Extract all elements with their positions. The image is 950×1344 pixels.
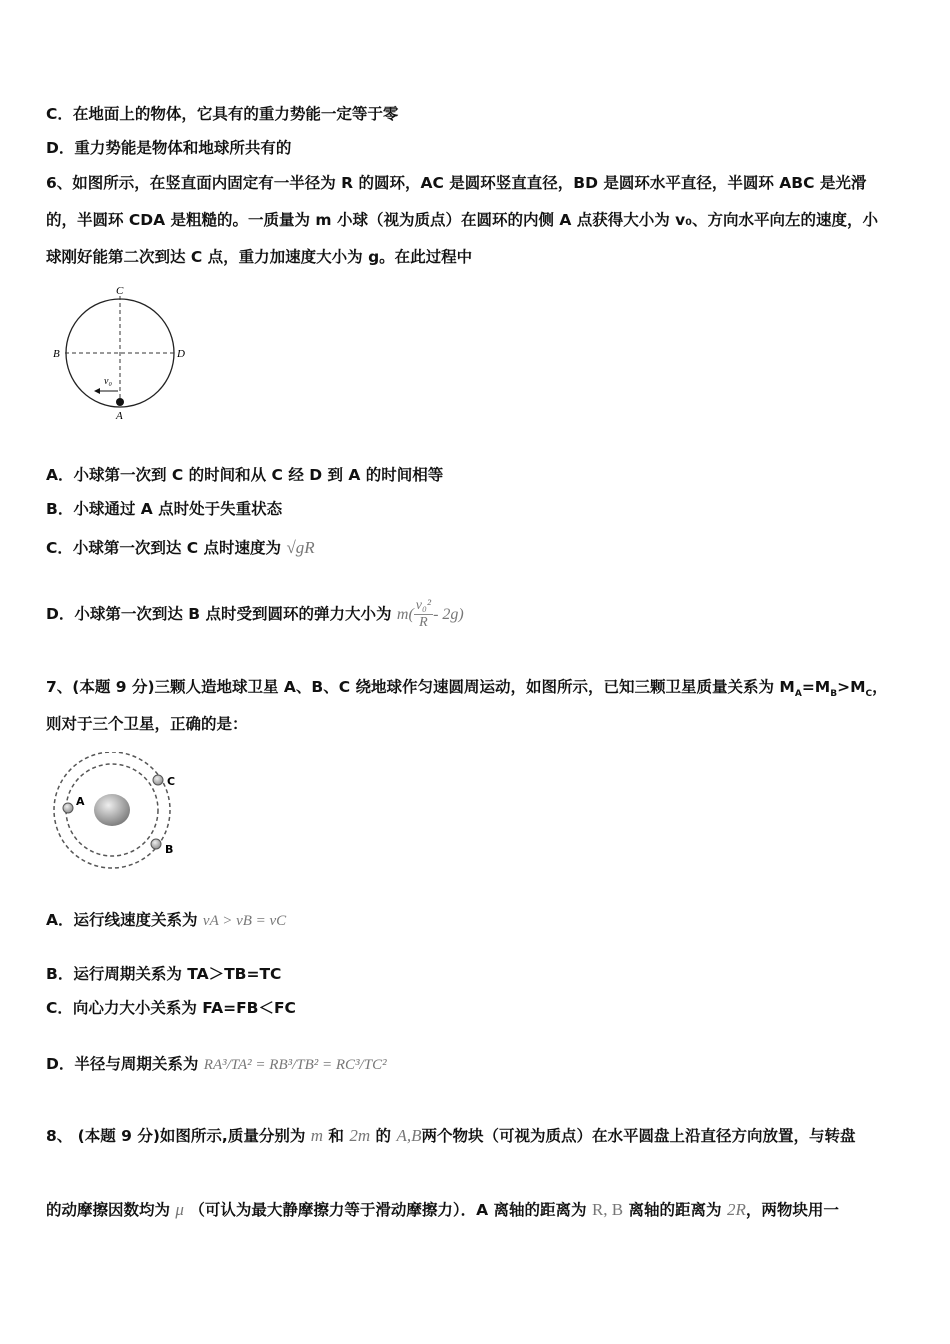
q6-line3: 球刚好能第二次到达 C 点，重力加速度大小为 g。在此过程中	[46, 248, 473, 266]
q8-line2-a: 的动摩擦因数均为	[46, 1201, 171, 1219]
q6-option-d	[46, 598, 464, 631]
q8-line1-a: 8、 (本题 9 分)如图所示,质量分别为	[46, 1127, 306, 1145]
label-v0: v₀	[104, 376, 112, 387]
q8-mu: μ	[175, 1200, 184, 1219]
label-b: B	[165, 843, 174, 856]
q6-option-c-text: C．小球第一次到达 C 点时速度为	[46, 539, 282, 557]
q8-of: 的	[375, 1127, 392, 1145]
q7-option-d-text: D．半径与周期关系为	[46, 1055, 199, 1073]
q8-line1	[46, 1124, 856, 1146]
q8-mass-m: m	[310, 1126, 324, 1145]
arrow-head-icon	[94, 388, 100, 394]
satellite-a	[63, 803, 73, 813]
q7-line1-text: 7、(本题 9 分)三颗人造地球卫星 A、B、C 绕地球作匀速圆周运动，如图所示，已知三颗卫星质量关系为 M	[46, 678, 795, 696]
q6-option-d-tail: - 2g)	[433, 606, 464, 623]
q8-ab: A,B	[396, 1126, 422, 1145]
label-d: D	[177, 348, 185, 360]
q8-line2-d: ，两物块用一	[745, 1201, 839, 1219]
q7-option-b: B．运行周期关系为 TA＞TB=TC	[46, 965, 282, 983]
q8-line2	[46, 1198, 839, 1220]
q8-line2-b: （可认为最大静摩擦力等于滑动摩擦力）．A 离轴的距离为	[189, 1201, 587, 1219]
satellite-b	[151, 839, 161, 849]
q7-line1-mid: =M	[801, 678, 831, 696]
q6-option-d-frac	[414, 598, 433, 631]
ball	[116, 398, 124, 406]
q8-r-b: R, B	[591, 1200, 624, 1219]
q7-option-d	[46, 1052, 387, 1074]
q6-option-d-text: D．小球第一次到达 B 点时受到圆环的弹力大小为	[46, 605, 392, 623]
label-a: A	[76, 795, 85, 808]
q6-option-b: B．小球通过 A 点时处于失重状态	[46, 500, 283, 518]
option-c-prev: C．在地面上的物体，它具有的重力势能一定等于零	[46, 105, 399, 123]
satellite-c	[153, 775, 163, 785]
sub-a: A	[794, 689, 802, 700]
q7-line1-end: ，	[872, 678, 888, 696]
q8-mass-2m: 2m	[349, 1126, 371, 1145]
label-c: C	[116, 285, 124, 297]
sub-c: C	[865, 689, 873, 700]
label-a: A	[116, 410, 123, 422]
q6-option-d-m: m(	[396, 606, 414, 623]
q7-satellite-figure	[50, 752, 190, 872]
q8-line1-b: 两个物块（可视为质点）在水平圆盘上沿直径方向放置，与转盘	[421, 1127, 856, 1145]
q7-line1	[46, 675, 888, 699]
label-c: C	[167, 775, 176, 788]
q6-line2: 的，半圆环 CDA 是粗糙的。一质量为 m 小球（视为质点）在圆环的内侧 A 点获得大小为 v₀、方向水平向左的速度，小	[46, 211, 879, 229]
q8-line2-c: 离轴的距离为	[628, 1201, 722, 1219]
q6-line1: 6、如图所示，在竖直面内固定有一半径为 R 的圆环，AC 是圆环竖直直径，BD 是圆环水平直径，半圆环 ABC 是光滑	[46, 174, 867, 192]
q6-option-c	[46, 536, 315, 558]
frac-num: v₀²	[415, 598, 432, 613]
q6-circle-figure	[48, 282, 198, 422]
q7-option-a-math: vA > vB = vC	[202, 913, 287, 929]
q8-2r: 2R	[726, 1200, 746, 1219]
sub-b: B	[830, 689, 838, 700]
q7-line1-gt: >M	[837, 678, 866, 696]
earth-icon	[94, 794, 130, 826]
q6-option-a: A．小球第一次到 C 的时间和从 C 经 D 到 A 的时间相等	[46, 466, 444, 484]
label-b: B	[53, 348, 60, 360]
q7-option-a	[46, 908, 286, 930]
q7-line2: 则对于三个卫星，正确的是：	[46, 715, 248, 733]
option-d-prev: D．重力势能是物体和地球所共有的	[46, 139, 292, 157]
q8-and: 和	[328, 1127, 344, 1145]
frac-den: R	[419, 615, 428, 630]
q7-option-c: C．向心力大小关系为 FA=FB＜FC	[46, 999, 296, 1017]
q7-option-d-math: RA³/TA² = RB³/TB² = RC³/TC²	[203, 1057, 387, 1073]
q7-option-a-text: A．运行线速度关系为	[46, 911, 198, 929]
q6-option-c-math: √gR	[286, 538, 315, 557]
